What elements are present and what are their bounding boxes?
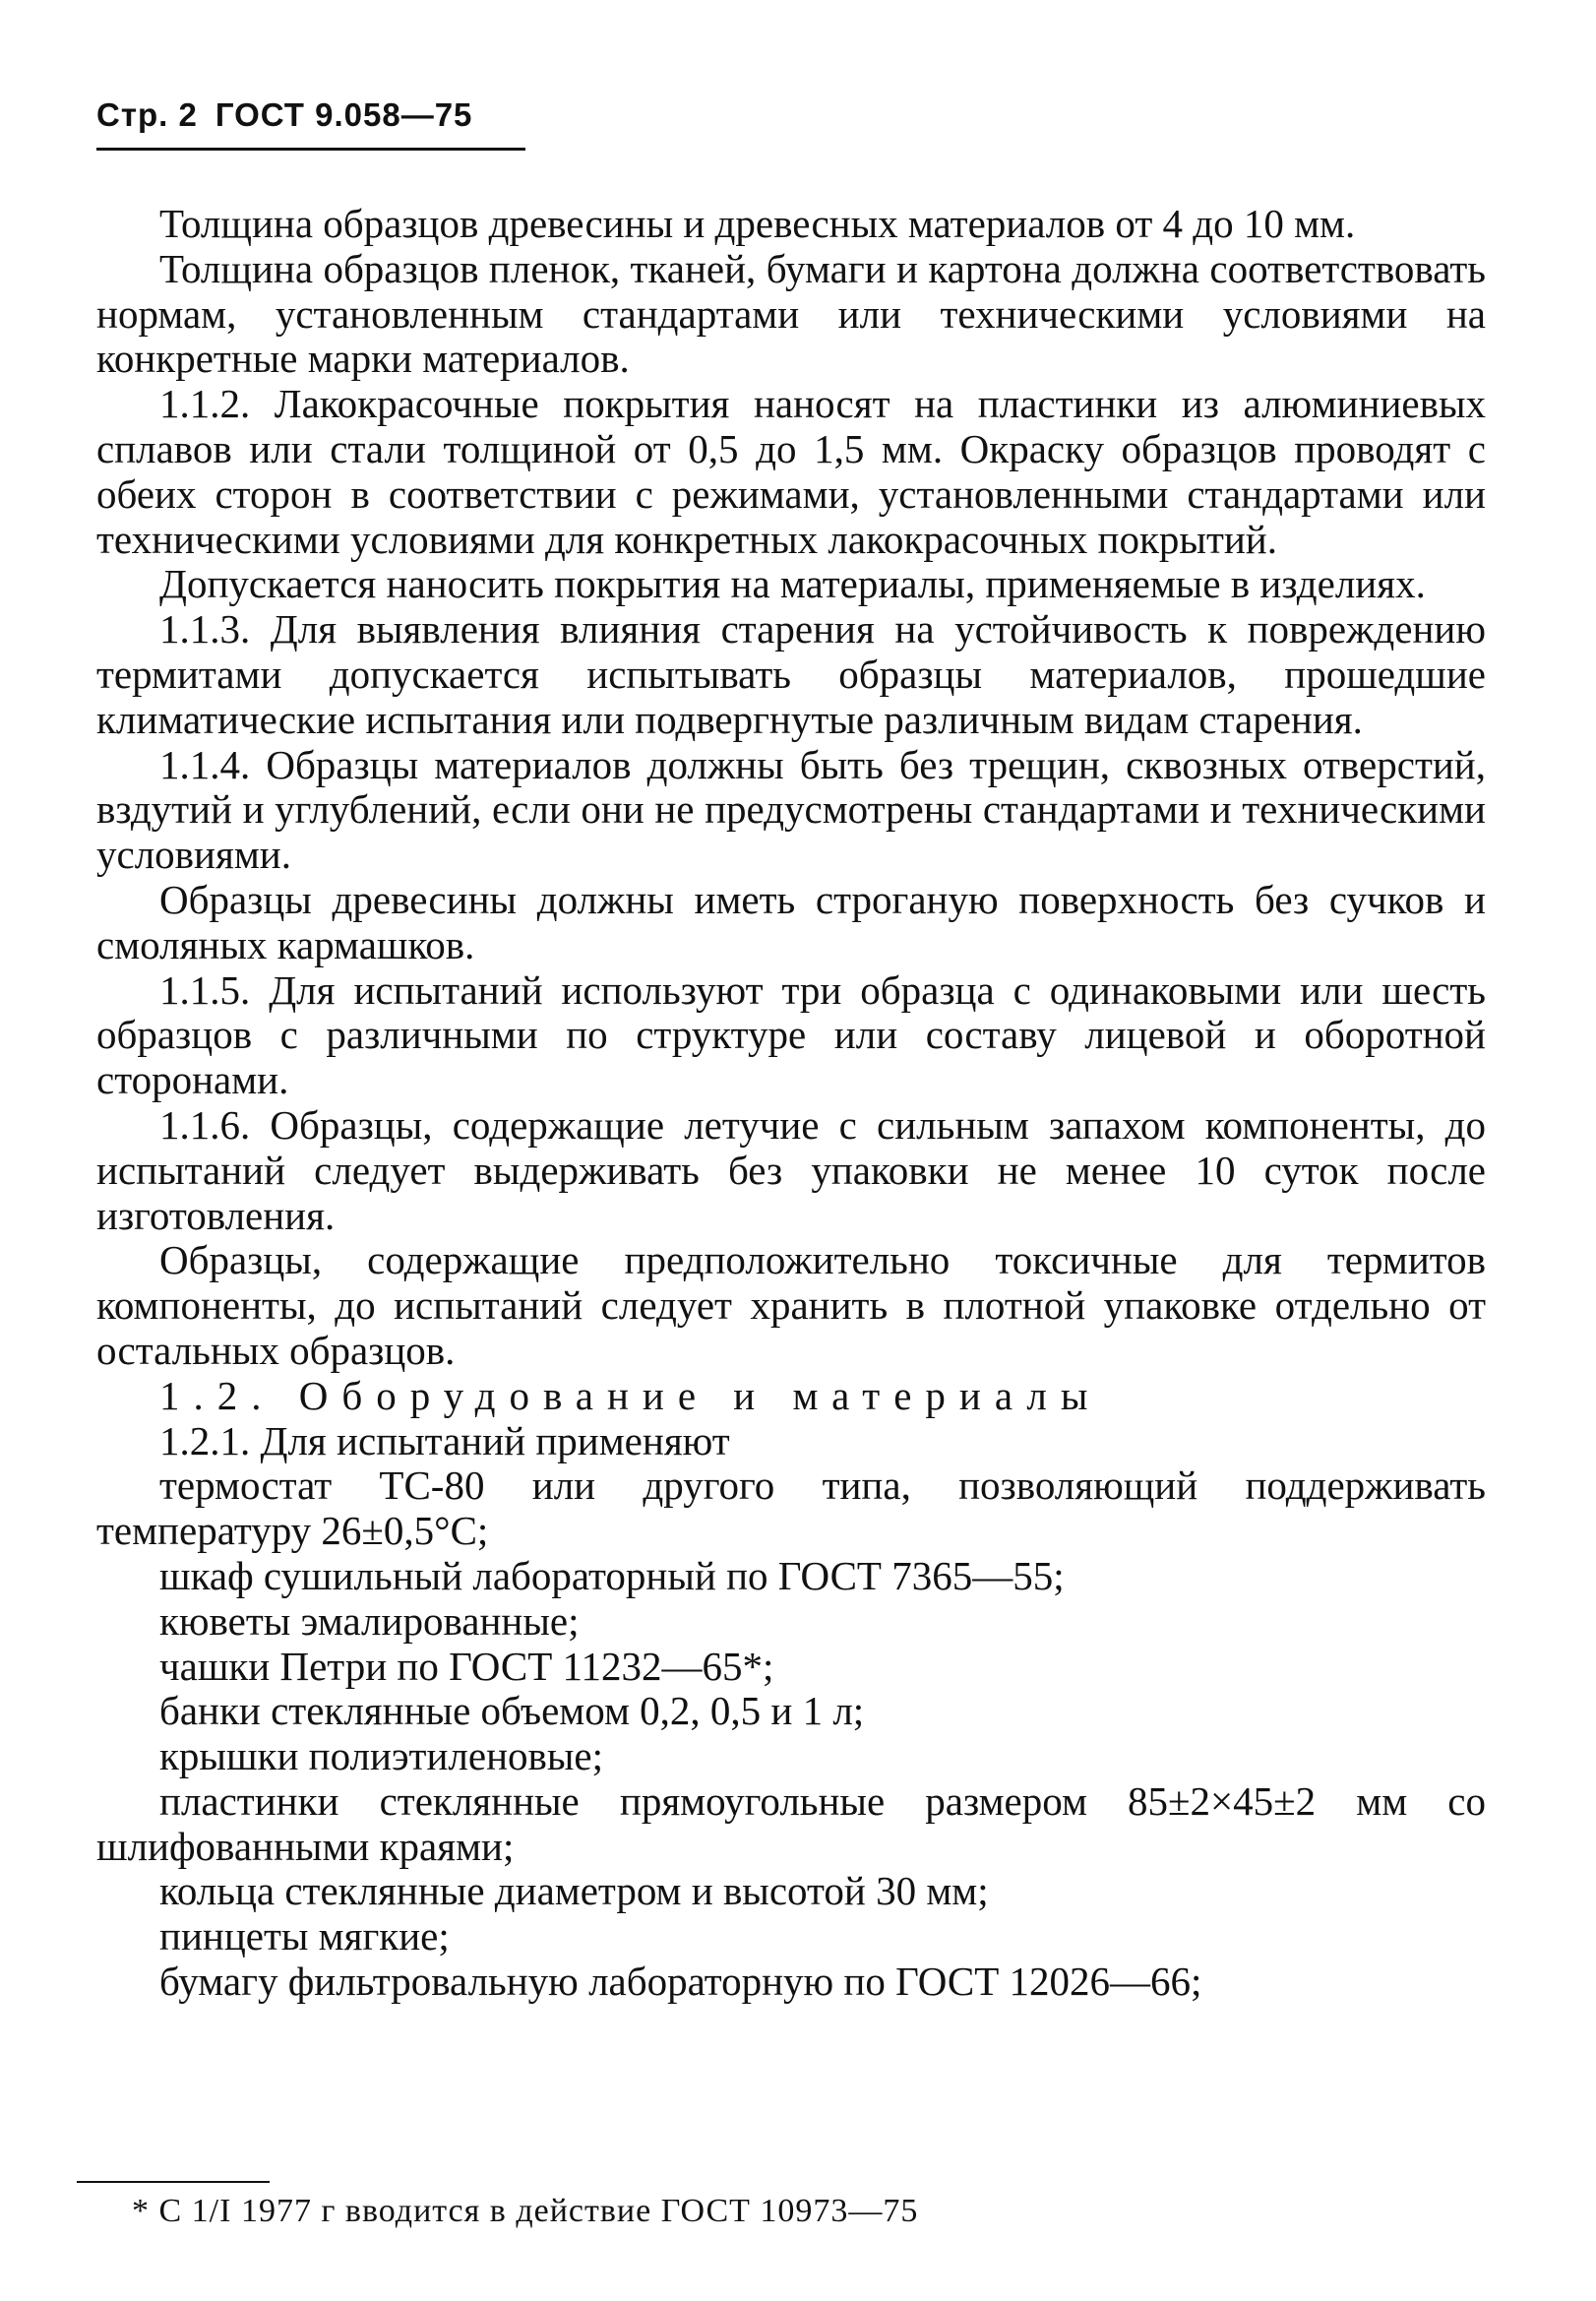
equipment-item: бумагу фильтровальную лабораторную по ГОСТ 12026—66; <box>159 1959 1202 2005</box>
equipment-item: крышки полиэтиленовые; <box>159 1733 603 1779</box>
footnote-rule <box>77 2181 270 2183</box>
equipment-item: чашки Петри по ГОСТ 11232—65*; <box>159 1643 774 1689</box>
section-title: 1.2. Оборудование и материалы <box>159 1372 1102 1418</box>
equipment-item: кольца стеклянные диаметром и высотой 30 мм; <box>159 1868 989 1914</box>
paragraph: 1.1.6. Образцы, содержащие летучие с сильным запахом компоненты, до испытаний следует выдерживать без упаковки не менее 10 суток после изготовления. <box>96 1101 1486 1238</box>
paragraph: Толщина образцов древесины и древесных материалов от 4 до 10 мм. <box>159 201 1356 246</box>
paragraph: 1.1.4. Образцы материалов должны быть без трещин, сквозных отверстий, вздутий и углублений, если они не предусмотрены стандартами и техническими условиями. <box>96 741 1486 878</box>
equipment-item: кюветы эмалированные; <box>159 1597 580 1644</box>
paragraph: 1.1.5. Для испытаний используют три образца с одинаковыми или шесть образцов с различными по структуре или составу лицевой и оборотной сторонами. <box>96 966 1486 1103</box>
equipment-item: пинцеты мягкие; <box>159 1913 450 1959</box>
standard-number: ГОСТ 9.058—75 <box>215 96 473 133</box>
paragraph: 1.1.3. Для выявления влияния старения на устойчивость к повреждению термитами допускается испытывать образцы материалов, прошедшие климатические испытания или подвергнутые различным видам старения. <box>96 606 1486 742</box>
footnote: * С 1/I 1977 г вводится в действие ГОСТ 10973—75 <box>132 2193 919 2229</box>
page-number: Стр. 2 <box>96 96 198 133</box>
paragraph: Толщина образцов пленок, тканей, бумаги и картона должна соответствовать нормам, установленным стандартами или техническими условиями на конкретные марки материалов. <box>96 245 1486 382</box>
equipment-item: пластинки стеклянные прямоугольные размером 85±2×45±2 мм со шлифованными краями; <box>96 1777 1486 1869</box>
equipment-item: шкаф сушильный лабораторный по ГОСТ 7365—55; <box>159 1552 1065 1598</box>
paragraph: Допускается наносить покрытия на материалы, применяемые в изделиях. <box>159 561 1426 607</box>
paragraph: Образцы, содержащие предположительно токсичные для термитов компоненты, до испытаний следует хранить в плотной упаковке отдельно от остальных образцов. <box>96 1237 1486 1373</box>
paragraph: Образцы древесины должны иметь строганую поверхность без сучков и смоляных кармашков. <box>96 876 1486 967</box>
subsection-intro: 1.2.1. Для испытаний применяют <box>159 1417 730 1463</box>
body-text <box>96 202 1486 2005</box>
equipment-item: термостат ТС-80 или другого типа, позволяющий поддерживать температуру 26±0,5°С; <box>96 1462 1486 1554</box>
page-header <box>96 96 472 134</box>
equipment-item: банки стеклянные объемом 0,2, 0,5 и 1 л; <box>159 1688 865 1734</box>
header-rule <box>96 148 525 151</box>
paragraph: 1.1.2. Лакокрасочные покрытия наносят на пластинки из алюминиевых сплавов или стали толщиной от 0,5 до 1,5 мм. Окраску образцов проводят с обеих сторон в соответствии с режимами, установленными стандартами или техническими условиями для конкретных лакокрасочных покрытий. <box>96 381 1486 562</box>
